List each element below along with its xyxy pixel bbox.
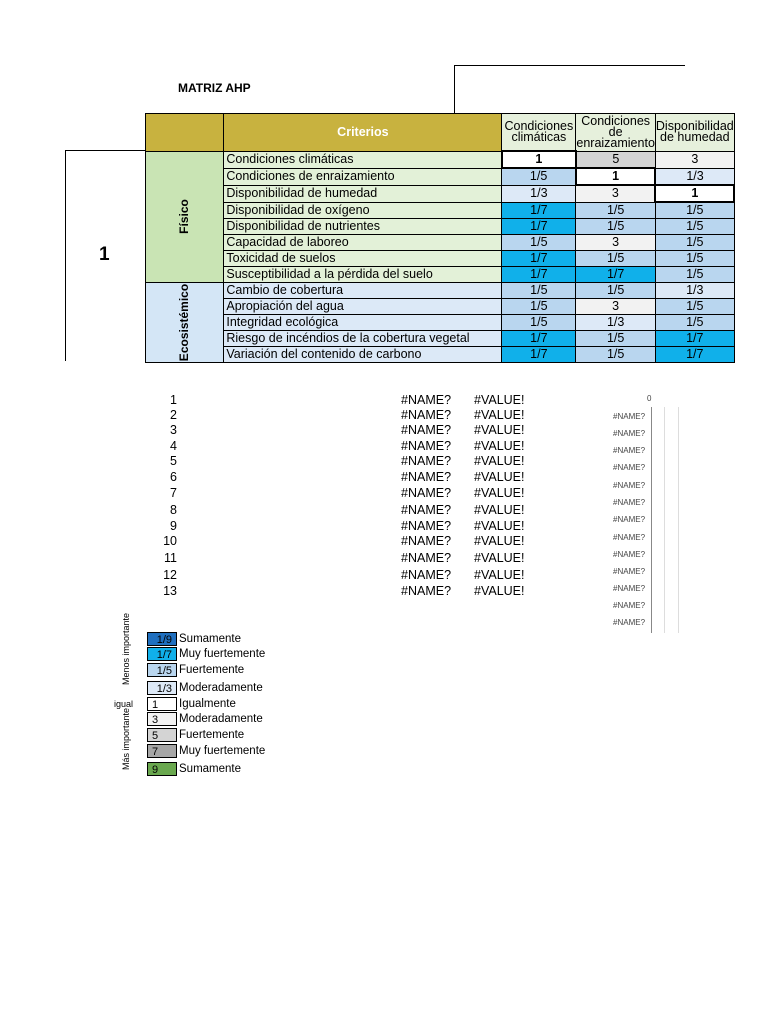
chart-zero-label: 0	[647, 394, 652, 403]
matrix-value-cell[interactable]: 3	[576, 299, 656, 315]
matrix-row	[146, 283, 735, 299]
matrix-value-cell[interactable]: 1/5	[576, 331, 656, 347]
matrix-value-cell[interactable]: 1/7	[655, 331, 734, 347]
criterion-label: Capacidad de laboreo	[224, 235, 502, 251]
matrix-row	[146, 267, 735, 283]
matrix-value-cell[interactable]: 5	[576, 151, 656, 168]
result-index: 6	[170, 470, 177, 484]
legend-mas-label: Más importante	[121, 707, 131, 770]
result-error-value: #VALUE!	[474, 408, 525, 422]
matrix-value-cell[interactable]: 1/5	[655, 219, 734, 235]
result-error-name: #NAME?	[401, 439, 452, 453]
legend-label: Moderadamente	[179, 713, 263, 725]
legend-label: Sumamente	[179, 763, 242, 775]
result-index: 11	[164, 551, 177, 565]
criterion-label: Condiciones de enraizamiento	[224, 168, 502, 185]
legend-swatch: 1/3	[147, 681, 177, 695]
matrix-value-cell[interactable]: 1/3	[502, 185, 576, 202]
matrix-row	[146, 331, 735, 347]
result-index: 10	[163, 534, 177, 548]
matrix-value-cell[interactable]: 1/7	[502, 347, 576, 363]
matrix-value-cell[interactable]: 1/5	[502, 235, 576, 251]
matrix-value-cell[interactable]: 1/7	[655, 347, 734, 363]
matrix-value-cell[interactable]: 1/5	[655, 267, 734, 283]
matrix-row	[146, 185, 735, 202]
result-error-name: #NAME?	[401, 454, 452, 468]
matrix-value-cell[interactable]: 1/5	[576, 283, 656, 299]
matrix-value-cell[interactable]: 1	[576, 168, 656, 185]
matrix-value-cell[interactable]: 1/5	[655, 202, 734, 219]
result-error-value: #VALUE!	[474, 470, 525, 484]
matrix-value-cell[interactable]: 1/5	[576, 202, 656, 219]
result-error-value: #VALUE!	[474, 568, 525, 582]
matrix-row	[146, 168, 735, 185]
legend-label: Muy fuertemente	[179, 745, 266, 757]
result-index: 1	[170, 393, 177, 407]
header-col-clima: Condiciones climáticas	[502, 114, 576, 152]
criterion-label: Riesgo de incéndios de la cobertura vegetal	[224, 331, 502, 347]
chart-category-label: #NAME?	[613, 498, 646, 507]
matrix-value-cell[interactable]: 1/5	[576, 347, 656, 363]
group-ecosistemico	[146, 283, 224, 363]
result-error-name: #NAME?	[401, 534, 452, 548]
chart-category-label: #NAME?	[613, 412, 646, 421]
legend-label: Fuertemente	[179, 729, 245, 741]
criterion-label: Disponibilidad de oxígeno	[224, 202, 502, 219]
result-error-name: #NAME?	[401, 519, 452, 533]
matrix-value-cell[interactable]: 1/5	[655, 315, 734, 331]
result-index: 3	[170, 423, 177, 437]
legend-swatch: 7	[147, 744, 177, 758]
result-error-value: #VALUE!	[474, 393, 525, 407]
matrix-value-cell[interactable]: 1/3	[576, 315, 656, 331]
result-index: 5	[170, 454, 177, 468]
result-index: 4	[170, 439, 177, 453]
ahp-matrix	[145, 113, 735, 363]
matrix-value-cell[interactable]: 1/5	[502, 299, 576, 315]
legend-swatch: 1/7	[147, 647, 177, 661]
chart-category-label: #NAME?	[613, 550, 646, 559]
matrix-value-cell[interactable]: 1/5	[502, 283, 576, 299]
criterion-label: Disponibilidad de humedad	[224, 185, 502, 202]
legend-swatch: 1	[147, 697, 177, 711]
result-error-value: #VALUE!	[474, 534, 525, 548]
legend-label: Fuertemente	[179, 664, 245, 676]
chart-category-label: #NAME?	[613, 429, 646, 438]
group-fisico	[146, 151, 224, 283]
criterion-label: Cambio de cobertura	[224, 283, 502, 299]
header-corner	[146, 114, 224, 152]
group-label: Físico	[177, 199, 192, 235]
matrix-value-cell[interactable]: 1/5	[655, 251, 734, 267]
matrix-row	[146, 202, 735, 219]
matrix-value-cell[interactable]: 1/7	[576, 267, 656, 283]
chart-category-label: #NAME?	[613, 584, 646, 593]
chart-category-label: #NAME?	[613, 601, 646, 610]
matrix-value-cell[interactable]: 1/5	[502, 168, 576, 185]
result-error-value: #VALUE!	[474, 503, 525, 517]
chart-grid-line	[678, 407, 679, 633]
result-error-name: #NAME?	[401, 551, 452, 565]
legend-label: Igualmente	[179, 698, 236, 710]
matrix-value-cell[interactable]: 1/7	[502, 267, 576, 283]
matrix-value-cell[interactable]: 1/5	[655, 235, 734, 251]
result-error-name: #NAME?	[401, 423, 452, 437]
result-error-value: #VALUE!	[474, 439, 525, 453]
result-index: 2	[170, 408, 177, 422]
matrix-value-cell[interactable]: 1/5	[655, 299, 734, 315]
chart-category-label: #NAME?	[613, 481, 646, 490]
result-error-name: #NAME?	[401, 470, 452, 484]
legend-swatch: 9	[147, 762, 177, 776]
chart-axis-line	[651, 407, 652, 633]
matrix-value-cell[interactable]: 1/7	[502, 202, 576, 219]
matrix-value-cell[interactable]: 3	[655, 151, 734, 168]
page-title: MATRIZ AHP	[178, 81, 251, 95]
legend-swatch: 1/9	[147, 632, 177, 646]
result-error-name: #NAME?	[401, 503, 452, 517]
chart-category-label: #NAME?	[613, 533, 646, 542]
matrix-number: 1	[99, 244, 110, 265]
result-error-value: #VALUE!	[474, 519, 525, 533]
matrix-row	[146, 251, 735, 267]
criterion-label: Apropiación del agua	[224, 299, 502, 315]
chart-grid-line	[664, 407, 665, 633]
result-error-value: #VALUE!	[474, 423, 525, 437]
matrix-value-cell[interactable]: 1/7	[502, 219, 576, 235]
result-index: 12	[163, 568, 177, 582]
legend-label: Moderadamente	[179, 682, 263, 694]
result-error-name: #NAME?	[401, 393, 452, 407]
matrix-row	[146, 315, 735, 331]
legend-label: Sumamente	[179, 633, 242, 645]
header-box	[454, 65, 685, 118]
matrix-row	[146, 347, 735, 363]
matrix-value-cell[interactable]: 1/3	[655, 283, 734, 299]
legend-swatch: 1/5	[147, 663, 177, 677]
group-label: Ecosistémico	[177, 283, 192, 362]
matrix-value-cell[interactable]: 3	[576, 235, 656, 251]
result-index: 9	[170, 519, 177, 533]
matrix-value-cell[interactable]: 1	[655, 185, 734, 202]
result-error-name: #NAME?	[401, 486, 452, 500]
criterion-label: Condiciones climáticas	[224, 151, 502, 168]
criterion-label: Integridad ecológica	[224, 315, 502, 331]
legend-swatch: 3	[147, 712, 177, 726]
chart-category-label: #NAME?	[613, 463, 646, 472]
criterion-label: Variación del contenido de carbono	[224, 347, 502, 363]
result-index: 7	[170, 486, 177, 500]
matrix-value-cell[interactable]: 1/3	[655, 168, 734, 185]
chart-category-label: #NAME?	[613, 515, 646, 524]
matrix-value-cell[interactable]: 1/5	[576, 219, 656, 235]
result-index: 13	[163, 584, 177, 598]
legend-label: Muy fuertemente	[179, 648, 266, 660]
header-col-humedad: Disponibilidad de humedad	[655, 114, 734, 152]
legend-igual-label: igual	[114, 699, 134, 709]
chart-category-label: #NAME?	[613, 446, 646, 455]
matrix-row	[146, 235, 735, 251]
header-criterios: Criterios	[224, 114, 502, 152]
matrix-value-cell[interactable]: 1	[502, 151, 576, 168]
criterion-label: Toxicidad de suelos	[224, 251, 502, 267]
criterion-label: Susceptibilidad a la pérdida del suelo	[224, 267, 502, 283]
criterion-label: Disponibilidad de nutrientes	[224, 219, 502, 235]
matrix-value-cell[interactable]: 1/7	[502, 251, 576, 267]
result-index: 8	[170, 503, 177, 517]
result-error-name: #NAME?	[401, 568, 452, 582]
matrix-value-cell[interactable]: 3	[576, 185, 656, 202]
matrix-value-cell[interactable]: 1/5	[502, 315, 576, 331]
matrix-value-cell[interactable]: 1/7	[502, 331, 576, 347]
matrix-row	[146, 151, 735, 168]
matrix-value-cell[interactable]: 1/5	[576, 251, 656, 267]
header-col-enraizamiento: Condiciones de enraizamiento	[576, 113, 655, 150]
legend-menos-label: Menos importante	[121, 612, 131, 685]
chart-category-label: #NAME?	[613, 618, 646, 627]
result-error-value: #VALUE!	[474, 486, 525, 500]
result-error-value: #VALUE!	[474, 584, 525, 598]
matrix-row	[146, 219, 735, 235]
result-error-value: #VALUE!	[474, 454, 525, 468]
chart-category-label: #NAME?	[613, 567, 646, 576]
result-error-name: #NAME?	[401, 408, 452, 422]
result-error-value: #VALUE!	[474, 551, 525, 565]
result-error-name: #NAME?	[401, 584, 452, 598]
matrix-row	[146, 299, 735, 315]
legend-swatch: 5	[147, 728, 177, 742]
